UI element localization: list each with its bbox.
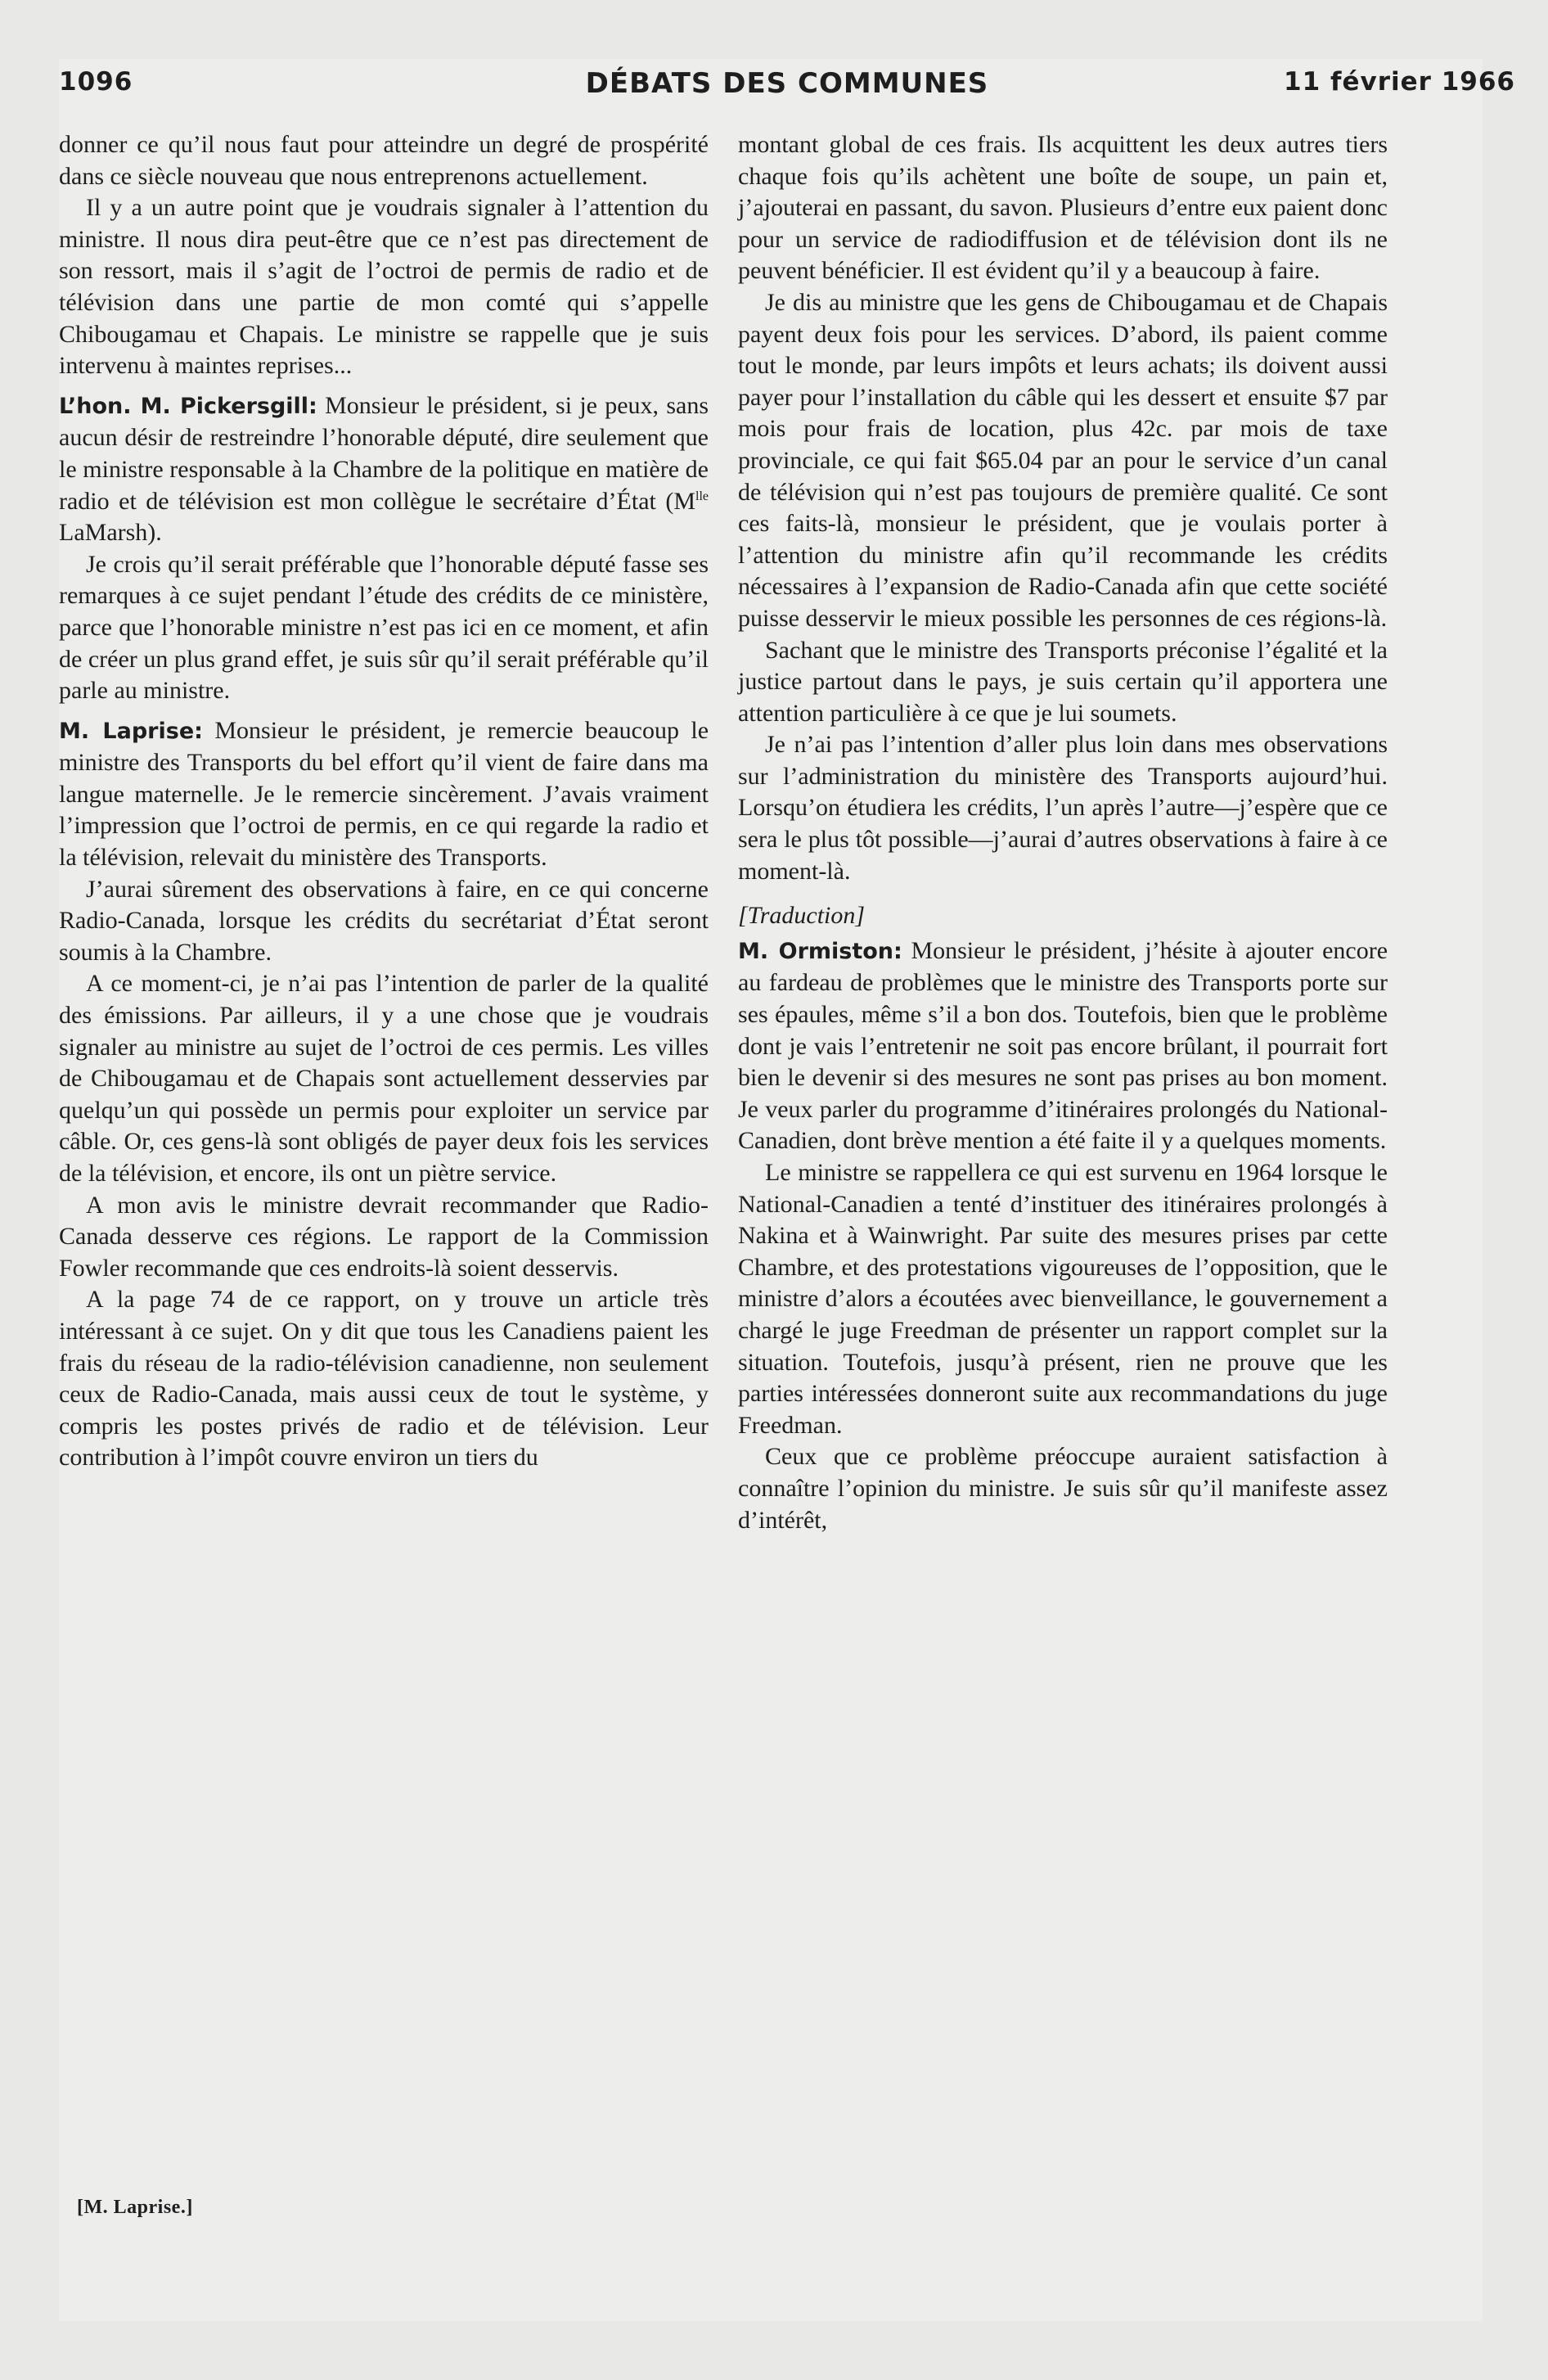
page-title: DÉBATS DES COMMUNES — [585, 67, 989, 100]
paragraph: A mon avis le ministre devrait recommander que Radio-Canada desserve ces régions. Le rapport de la Commission Fowler recommande que ces endroits-là soient desservis. — [59, 1191, 709, 1282]
paragraph: A ce moment-ci, je n’ai pas l’intention de parler de la qualité des émissions. Par ailleurs, il y a une chose que je voudrais signaler au ministre au sujet de l’octroi de ces permis. Les villes de Chibougamau et de Chapais sont actuellement desservies par quelqu’un qui possède un permis pour exploiter un service par câble. Or, ces gens-là sont obligés de payer deux fois les services de la télévision, et encore, ils ont un piètre service. — [59, 970, 709, 1187]
speaker-name: M. Ormiston: — [738, 938, 902, 964]
page-number: 1096 — [59, 67, 133, 97]
footer-speaker-tag: [M. Laprise.] — [77, 2197, 193, 2218]
speech-text: Monsieur le président, je remercie beaucoup le ministre des Transports du bel effort qu’il vient de faire dans ma langue maternelle. Je le remercie sincèrement. J’avais vraiment l’impression que l’octroi de permis, en ce qui regarde la radio et la télévision, relevait du ministère des Transports. — [59, 716, 709, 872]
speech-paragraph — [59, 715, 709, 874]
speech-paragraph — [738, 935, 1388, 1157]
page-header — [59, 67, 1515, 108]
speech-text: Monsieur le président, si je peux, sans aucun désir de restreindre l’honorable député, dire seulement que le ministre responsable à la Chambre de la politique en matière de radio et de télévision est mon collègue le secrétaire d’État (M — [59, 391, 709, 515]
speech-paragraph — [59, 390, 709, 549]
paragraph: Le ministre se rappellera ce qui est survenu en 1964 lorsque le National-Canadien a tenté d’instituer des itinéraires prolongés à Nakina et à Wainwright. Par suite des mesures prises par cette Chambre, et des protestations vigoureuses de l’opposition, que le ministre d’alors a écoutées avec bienveillance, le gouvernement a chargé le juge Freedman de présenter un rapport complet sur la situation. Toutefois, jusqu’à présent, rien ne prouve que les parties intéressées donneront suite aux recommandations du juge Freedman. — [738, 1159, 1388, 1439]
page-date: 11 février 1966 — [1284, 67, 1515, 97]
superscript: lle — [695, 489, 709, 503]
paragraph: Il y a un autre point que je voudrais signaler à l’attention du ministre. Il nous dira peut-être que ce n’est pas directement de son ressort, mais il s’agit de l’octroi de permis de radio et de télévision dans une partie de mon comté qui s’appelle Chibougamau et Chapais. Le ministre se rappelle que je suis intervenu à maintes reprises... — [59, 194, 709, 380]
translation-note: [Traduction] — [738, 902, 866, 930]
speaker-name: M. Laprise: — [59, 718, 203, 744]
paragraph: Je crois qu’il serait préférable que l’honorable député fasse ses remarques à ce sujet pendant l’étude des crédits de ce ministère, parce que l’honorable ministre n’est pas ici en ce moment, et afin de créer un plus grand effet, je suis sûr qu’il serait préférable qu’il parle au ministre. — [59, 550, 709, 705]
paragraph: J’aurai sûrement des observations à faire, en ce qui concerne Radio-Canada, lorsque les crédits du secrétariat d’État seront soumis à la Chambre. — [59, 875, 709, 966]
paragraph: montant global de ces frais. Ils acquittent les deux autres tiers chaque fois qu’ils achètent une boîte de soupe, un pain et, j’ajouterai en passant, du savon. Plusieurs d’entre eux paient donc pour un service de radiodiffusion et de télévision dont ils ne peuvent bénéficier. Il est évident qu’il y a beaucoup à faire. — [738, 131, 1388, 285]
paragraph: Ceux que ce problème préoccupe auraient satisfaction à connaître l’opinion du ministre. Je suis sûr qu’il manifeste assez d’intérêt, — [738, 1443, 1388, 1534]
paragraph: Sachant que le ministre des Transports préconise l’égalité et la justice partout dans le pays, je suis certain qu’il apportera une attention particulière à ce que je lui soumets. — [738, 636, 1388, 727]
speaker-name: L’hon. M. Pickersgill: — [59, 393, 317, 419]
paragraph: A la page 74 de ce rapport, on y trouve un article très intéressant à ce sujet. On y dit que tous les Canadiens paient les frais du réseau de la radio-télévision canadienne, non seulement ceux de Radio-Canada, mais aussi ceux de tout le système, y compris les postes privés de radio et de télévision. Leur contribution à l’impôt couvre environ un tiers du — [59, 1286, 709, 1472]
left-column — [59, 129, 709, 1474]
paragraph: Je n’ai pas l’intention d’aller plus loin dans mes observations sur l’administration du ministère des Transports aujourd’hui. Lorsqu’on étudiera les crédits, l’un après l’autre—j’espère que ce sera le plus tôt possible—j’aurai d’autres observations à faire à ce moment-là. — [738, 731, 1388, 885]
paragraph: Je dis au ministre que les gens de Chibougamau et de Chapais payent deux fois pour les services. D’abord, ils paient comme tout le monde, par leurs impôts et leurs achats; ils doivent aussi payer pour l’installation du câble qui les dessert et ensuite $7 par mois pour frais de location, plus 42c. par mois de taxe provinciale, ce qui fait $65.04 par an pour le service d’un canal de télévision qui n’est pas toujours de première qualité. Ce sont ces faits-là, monsieur le président, que je voulais porter à l’attention du ministre afin qu’il recommande les crédits nécessaires à l’expansion de Radio-Canada afin que cette société puisse desservir le mieux possible les personnes de ces régions-là. — [738, 288, 1388, 632]
right-column — [738, 129, 1388, 1536]
paragraph: donner ce qu’il nous faut pour atteindre un degré de prospérité dans ce siècle nouveau que nous entreprenons actuellement. — [59, 131, 709, 190]
speech-text: LaMarsh). — [59, 519, 162, 547]
speech-text: Monsieur le président, j’hésite à ajouter encore au fardeau de problèmes que le ministre des Transports porte sur ses épaules, même s’il a bon dos. Toutefois, bien que le problème dont je vais l’entretenir ne soit pas encore brûlant, il pourrait fort bien le devenir si des mesures ne sont pas prises au bon moment. Je veux parler du programme d’itinéraires prolongés du National-Canadien, dont brève mention a été faite il y a quelques moments. — [738, 936, 1388, 1155]
